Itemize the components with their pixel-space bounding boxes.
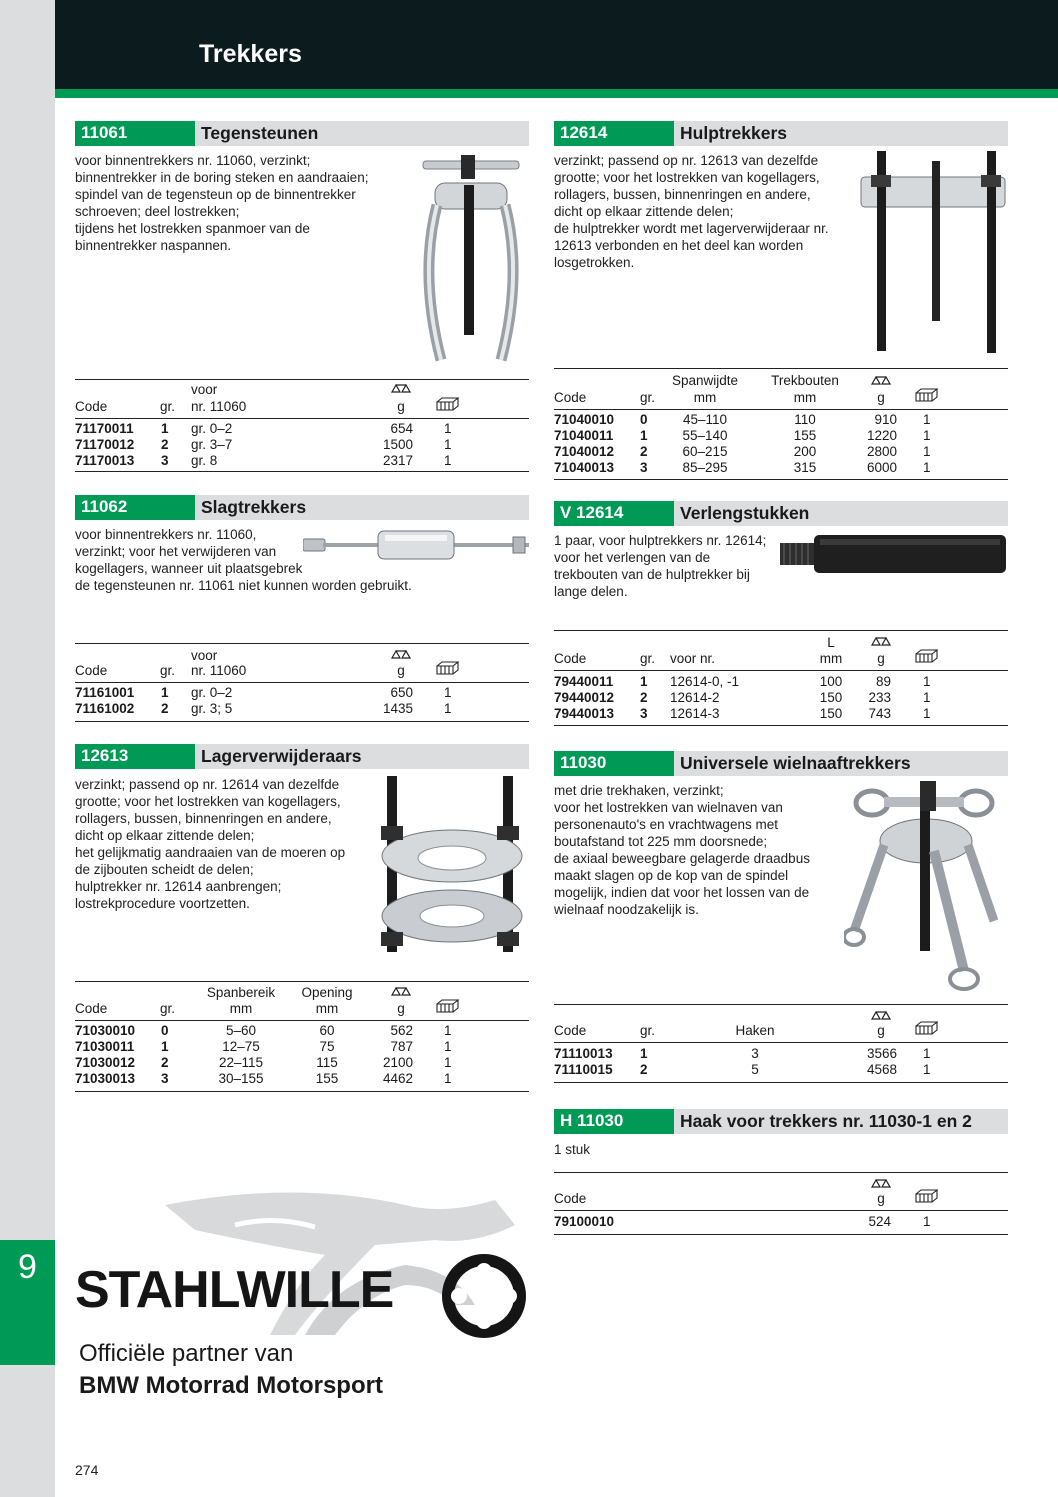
- description-line: boutafstand tot 225 mm doorsnede;: [554, 834, 768, 849]
- section-description: [554, 782, 810, 918]
- header-code: Code: [75, 399, 108, 414]
- section-description: [554, 532, 766, 600]
- description-line: losgetrokken.: [554, 255, 635, 270]
- page-title: Trekkers: [199, 40, 302, 68]
- header-code: Code: [554, 651, 587, 666]
- row-gr: 0: [640, 412, 648, 427]
- row-weight: 89: [875, 674, 891, 689]
- header-code: Code: [75, 1001, 108, 1016]
- description-line: hulptrekker nr. 12614 aanbrengen;: [75, 879, 282, 894]
- description-line: verzinkt; passend op nr. 12613 van dezelfde: [554, 153, 819, 168]
- table-rule: [554, 725, 1008, 726]
- row-opening: 155: [315, 1071, 339, 1086]
- row-length: 150: [819, 706, 843, 721]
- hulptrekker-photo: [859, 151, 1007, 356]
- description-line: grootte; voor het lostrekken van kogellagers,: [554, 170, 820, 185]
- section-11061: [75, 121, 529, 481]
- row-weight: 6000: [866, 460, 897, 475]
- row-voor: gr. 3; 5: [191, 701, 233, 716]
- header-weight: g: [397, 399, 405, 414]
- row-trek: 110: [794, 412, 816, 427]
- header-gr: gr.: [160, 663, 176, 678]
- header-spanwijdte-unit: mm: [693, 390, 717, 405]
- table-rule: [75, 471, 529, 472]
- package-qty-icon: [436, 999, 460, 1013]
- row-code: 71170013: [75, 453, 135, 468]
- description-line: binnentrekker naspannen.: [75, 238, 232, 253]
- row-code: 71040010: [554, 412, 615, 427]
- description-line: kogellagers, wanneer uit plaatsgebrek: [75, 561, 303, 576]
- description-line: voor binnentrekkers nr. 11060, verzinkt;: [75, 153, 311, 168]
- row-weight: 233: [868, 690, 891, 705]
- row-span: 85–295: [682, 460, 728, 475]
- row-code: 79440012: [554, 690, 615, 705]
- row-qty: 1: [923, 706, 931, 721]
- row-span: 5–60: [225, 1023, 257, 1038]
- header-voor: voor: [191, 382, 218, 397]
- section-12613: [75, 744, 529, 1094]
- row-gr: 3: [161, 1071, 169, 1086]
- row-trek: 155: [793, 428, 817, 443]
- product-table: [554, 1172, 1008, 1236]
- description-line: personenauto's en vrachtwagens met: [554, 817, 778, 832]
- row-qty: 1: [444, 437, 452, 452]
- table-rule: [554, 1042, 1008, 1043]
- description-line: trekbouten van de hulptrekker bij: [554, 567, 750, 582]
- package-qty-icon: [915, 1189, 939, 1203]
- row-code: 71030011: [75, 1039, 135, 1054]
- description-line: grootte; voor het lostrekken van kogellagers,: [75, 794, 341, 809]
- section-code: 12613: [75, 744, 195, 769]
- row-code: 71170012: [75, 437, 135, 452]
- header-voor-nr: nr. 11060: [191, 663, 247, 678]
- row-qty: 1: [444, 453, 452, 468]
- row-gr: 1: [640, 428, 648, 443]
- row-weight: 3566: [866, 1046, 897, 1061]
- row-code: 79100010: [554, 1214, 615, 1229]
- header-weight: g: [877, 390, 885, 405]
- section-name: Slagtrekkers: [201, 497, 307, 517]
- row-code: 71110013: [554, 1046, 613, 1061]
- header-gr: gr.: [160, 1001, 176, 1016]
- row-voor: gr. 3–7: [191, 437, 233, 452]
- row-weight: 4462: [382, 1071, 413, 1086]
- header-weight: g: [397, 1001, 405, 1016]
- section-v12614: [554, 501, 1008, 726]
- section-description: [554, 152, 829, 271]
- section-name: Lagerverwijderaars: [201, 746, 362, 766]
- row-weight: 524: [868, 1214, 891, 1229]
- row-length: 100: [819, 674, 843, 689]
- row-trek: 315: [793, 460, 817, 475]
- section-description: [554, 1141, 590, 1158]
- row-qty: 1: [923, 1046, 931, 1061]
- row-gr: 2: [161, 437, 169, 452]
- header-gr: gr.: [160, 399, 176, 414]
- row-span: 30–155: [218, 1071, 264, 1086]
- table-rule: [554, 670, 1008, 671]
- row-weight: 1500: [382, 437, 413, 452]
- description-line: 12613 verbonden en het deel kan worden: [554, 238, 804, 253]
- description-line: verzinkt; passend op nr. 12614 van dezelfde: [75, 777, 340, 792]
- header-trekbouten: Trekbouten: [771, 373, 839, 388]
- table-rule: [554, 368, 1008, 369]
- table-rule: [554, 479, 1008, 480]
- row-qty: 1: [444, 685, 452, 700]
- row-code: 71161001: [75, 685, 135, 700]
- header-gr: gr.: [640, 651, 656, 666]
- row-opening: 60: [319, 1023, 335, 1038]
- row-gr: 2: [161, 1055, 169, 1070]
- row-code: 71030010: [75, 1023, 136, 1038]
- product-table: [554, 630, 1008, 726]
- weight-scale-icon: [870, 1009, 892, 1021]
- product-table: [554, 368, 1008, 480]
- row-span: 55–140: [682, 428, 728, 443]
- row-voor: gr. 0–2: [191, 685, 233, 700]
- row-code: 71040012: [554, 444, 615, 459]
- section-name: Haak voor trekkers nr. 11030-1 en 2: [680, 1111, 972, 1131]
- description-line: lostrekprocedure voortzetten.: [75, 896, 250, 911]
- row-voor: 12614-2: [670, 690, 720, 705]
- chapter-tab: 9: [0, 1240, 55, 1365]
- row-span: 60–215: [682, 444, 728, 459]
- description-line: spindel van de tegensteun op de binnentrekker: [75, 187, 356, 202]
- weight-scale-icon: [390, 382, 412, 394]
- row-gr: 2: [640, 690, 648, 705]
- row-qty: 1: [444, 1055, 452, 1070]
- table-rule: [75, 682, 529, 683]
- description-line: 1 paar, voor hulptrekkers nr. 12614;: [554, 533, 767, 548]
- row-code: 71030012: [75, 1055, 136, 1070]
- lagerverwijderaar-photo: [375, 776, 529, 956]
- partner-line-2: BMW Motorrad Motorsport: [79, 1372, 383, 1399]
- description-line: met drie trekhaken, verzinkt;: [554, 783, 724, 798]
- header-code: Code: [554, 1023, 587, 1038]
- product-table: [75, 981, 529, 1093]
- header-gr: gr.: [640, 390, 656, 405]
- row-code: 71161002: [75, 701, 135, 716]
- row-gr: 1: [161, 685, 169, 700]
- table-rule: [554, 1234, 1008, 1235]
- package-qty-icon: [915, 1021, 939, 1035]
- row-qty: 1: [923, 428, 931, 443]
- row-gr: 3: [640, 706, 648, 721]
- header-spanbereik: Spanbereik: [206, 985, 276, 1000]
- header-voor-nr: nr. 11060: [191, 399, 247, 414]
- description-line: voor het lostrekken van wielnaven van: [554, 800, 783, 815]
- package-qty-icon: [915, 649, 939, 663]
- table-rule: [75, 981, 529, 982]
- table-rule: [554, 630, 1008, 631]
- verlengstuk-photo: [780, 531, 1008, 577]
- description-line: dicht op elkaar zittende delen;: [75, 828, 255, 843]
- row-code: 71030013: [75, 1071, 136, 1086]
- table-rule: [554, 409, 1008, 410]
- header-weight: g: [877, 1023, 885, 1038]
- description-line: voor het verlengen van de: [554, 550, 711, 565]
- weight-scale-icon: [870, 1177, 892, 1189]
- header-length: L: [827, 635, 835, 650]
- row-qty: 1: [923, 690, 931, 705]
- row-qty: 1: [444, 421, 452, 436]
- section-12614: [554, 121, 1008, 483]
- header-spanwijdte: Spanwijdte: [671, 373, 739, 388]
- product-table: [75, 379, 529, 479]
- section-description: [75, 526, 412, 594]
- row-weight: 2317: [382, 453, 413, 468]
- header-weight: g: [877, 651, 885, 666]
- row-weight: 1435: [382, 701, 413, 716]
- row-span: 22–115: [218, 1055, 264, 1070]
- puller-tegensteun-photo: [415, 155, 527, 365]
- description-line: het gelijkmatig aandraaien van de moeren op: [75, 845, 346, 860]
- section-h11030: [554, 1109, 1008, 1237]
- row-qty: 1: [923, 412, 931, 427]
- row-qty: 1: [923, 674, 931, 689]
- section-name: Verlengstukken: [680, 503, 810, 523]
- table-rule: [554, 1210, 1008, 1211]
- section-11030: [554, 751, 1008, 1085]
- row-weight: 910: [874, 412, 897, 427]
- section-description: [75, 776, 345, 912]
- weight-scale-icon: [390, 985, 412, 997]
- row-code: 71040013: [554, 460, 615, 475]
- description-line: rollagers, bussen, binnenringen en andere,: [554, 187, 811, 202]
- description-line: de hulptrekker wordt met lagerverwijderaar nr.: [554, 221, 829, 236]
- row-weight: 787: [390, 1039, 413, 1054]
- section-code: 11062: [75, 495, 195, 520]
- row-trek: 200: [793, 444, 817, 459]
- row-gr: 1: [640, 674, 648, 689]
- row-weight: 562: [390, 1023, 413, 1038]
- product-table: [75, 643, 529, 725]
- row-weight: 4568: [866, 1062, 897, 1077]
- row-voor: 12614-3: [670, 706, 720, 721]
- row-weight: 654: [390, 421, 413, 436]
- header-opening: Opening: [301, 985, 353, 1000]
- row-gr: 3: [161, 453, 169, 468]
- row-code: 71110015: [554, 1062, 613, 1077]
- row-qty: 1: [923, 1214, 931, 1229]
- row-qty: 1: [444, 1039, 452, 1054]
- description-line: mogelijk, indien dat voor het lossen van de: [554, 885, 810, 900]
- description-line: de tegensteunen nr. 11061 niet kunnen worden gebruikt.: [75, 578, 412, 593]
- section-name: Universele wielnaaftrekkers: [680, 753, 911, 773]
- row-voor: 12614-0, -1: [670, 674, 740, 689]
- section-code: V 12614: [554, 501, 674, 526]
- description-line: de axiaal beweegbare gelagerde draadbus: [554, 851, 810, 866]
- row-span: 12–75: [222, 1039, 260, 1054]
- description-line: maakt slagen op de kop van de spindel: [554, 868, 789, 883]
- row-code: 71170011: [75, 421, 134, 436]
- row-opening: 115: [316, 1055, 338, 1070]
- header-haken: Haken: [735, 1023, 775, 1038]
- row-gr: 2: [640, 444, 648, 459]
- section-name: Tegensteunen: [201, 123, 319, 143]
- section-name: Hulptrekkers: [680, 123, 787, 143]
- row-haken: 3: [751, 1046, 759, 1061]
- table-rule: [554, 1004, 1008, 1005]
- section-description: [75, 152, 368, 254]
- section-code: 11061: [75, 121, 195, 146]
- header-code: Code: [75, 663, 108, 678]
- section-code: H 11030: [554, 1109, 674, 1134]
- package-qty-icon: [436, 661, 460, 675]
- row-gr: 1: [161, 421, 169, 436]
- header-voor: voor: [191, 648, 218, 663]
- product-table: [554, 1004, 1008, 1084]
- row-weight: 650: [390, 685, 413, 700]
- row-qty: 1: [923, 460, 931, 475]
- row-qty: 1: [923, 444, 931, 459]
- row-length: 150: [819, 690, 843, 705]
- row-code: 79440011: [554, 674, 614, 689]
- row-voor: gr. 8: [191, 453, 218, 468]
- header-code: Code: [554, 1191, 587, 1206]
- header-accent-bar: [55, 89, 1058, 98]
- description-line: lange delen.: [554, 584, 628, 599]
- row-weight: 2800: [866, 444, 897, 459]
- row-weight: 1220: [866, 428, 897, 443]
- header-spanbereik-unit: mm: [229, 1001, 253, 1016]
- wielnaaftrekker-photo: [844, 781, 1004, 993]
- header-weight: g: [397, 663, 405, 678]
- row-code: 79440013: [554, 706, 615, 721]
- gear-socket-icon: [441, 1253, 527, 1339]
- header-length-unit: mm: [819, 651, 843, 666]
- row-code: 71040011: [554, 428, 614, 443]
- header-gr: gr.: [640, 1023, 656, 1038]
- header-code: Code: [554, 390, 587, 405]
- section-11062: [75, 495, 529, 725]
- table-rule: [75, 379, 529, 380]
- description-line: schroeven; deel lostrekken;: [75, 204, 240, 219]
- row-gr: 1: [161, 1039, 169, 1054]
- description-line: verzinkt; voor het verwijderen van: [75, 544, 277, 559]
- row-voor: gr. 0–2: [191, 421, 233, 436]
- table-rule: [75, 721, 529, 722]
- description-line: dicht op elkaar zittende delen;: [554, 204, 734, 219]
- row-weight: 743: [868, 706, 891, 721]
- description-line: tijdens het lostrekken spanmoer van de: [75, 221, 310, 236]
- row-gr: 2: [640, 1062, 648, 1077]
- row-qty: 1: [923, 1062, 931, 1077]
- row-qty: 1: [444, 1023, 452, 1038]
- row-opening: 75: [319, 1039, 335, 1054]
- header-voor-nr: voor nr.: [670, 651, 716, 666]
- weight-scale-icon: [870, 635, 892, 647]
- table-rule: [75, 418, 529, 419]
- header-opening-unit: mm: [315, 1001, 339, 1016]
- table-rule: [75, 643, 529, 644]
- table-rule: [75, 1020, 529, 1021]
- logo-wordmark: STAHLWILLE: [75, 1261, 394, 1319]
- package-qty-icon: [436, 397, 460, 411]
- row-gr: 1: [640, 1046, 648, 1061]
- header-trekbouten-unit: mm: [793, 390, 817, 405]
- description-line: rollagers, bussen, binnenringen en andere,: [75, 811, 332, 826]
- table-rule: [554, 1172, 1008, 1173]
- weight-scale-icon: [390, 648, 412, 660]
- page-number: 274: [75, 1462, 99, 1478]
- section-code: 12614: [554, 121, 674, 146]
- row-gr: 2: [161, 701, 169, 716]
- table-rule: [75, 1091, 529, 1092]
- header-weight: g: [877, 1191, 885, 1206]
- table-rule: [554, 1082, 1008, 1083]
- description-line: binnentrekker in de boring steken en aandraaien;: [75, 170, 369, 185]
- weight-scale-icon: [870, 374, 892, 386]
- row-qty: 1: [444, 1071, 452, 1086]
- row-haken: 5: [751, 1062, 759, 1077]
- description-line: wielnaaf noodzakelijk is.: [554, 902, 699, 917]
- row-weight: 2100: [382, 1055, 413, 1070]
- package-qty-icon: [915, 388, 939, 402]
- partner-line-1: Officiële partner van: [79, 1340, 294, 1367]
- description-line: 1 stuk: [554, 1142, 591, 1157]
- description-line: de zijbouten scheidt de delen;: [75, 862, 254, 877]
- row-gr: 0: [161, 1023, 169, 1038]
- row-span: 45–110: [682, 412, 728, 427]
- row-qty: 1: [444, 701, 452, 716]
- row-gr: 3: [640, 460, 648, 475]
- description-line: voor binnentrekkers nr. 11060,: [75, 527, 257, 542]
- section-code: 11030: [554, 751, 674, 776]
